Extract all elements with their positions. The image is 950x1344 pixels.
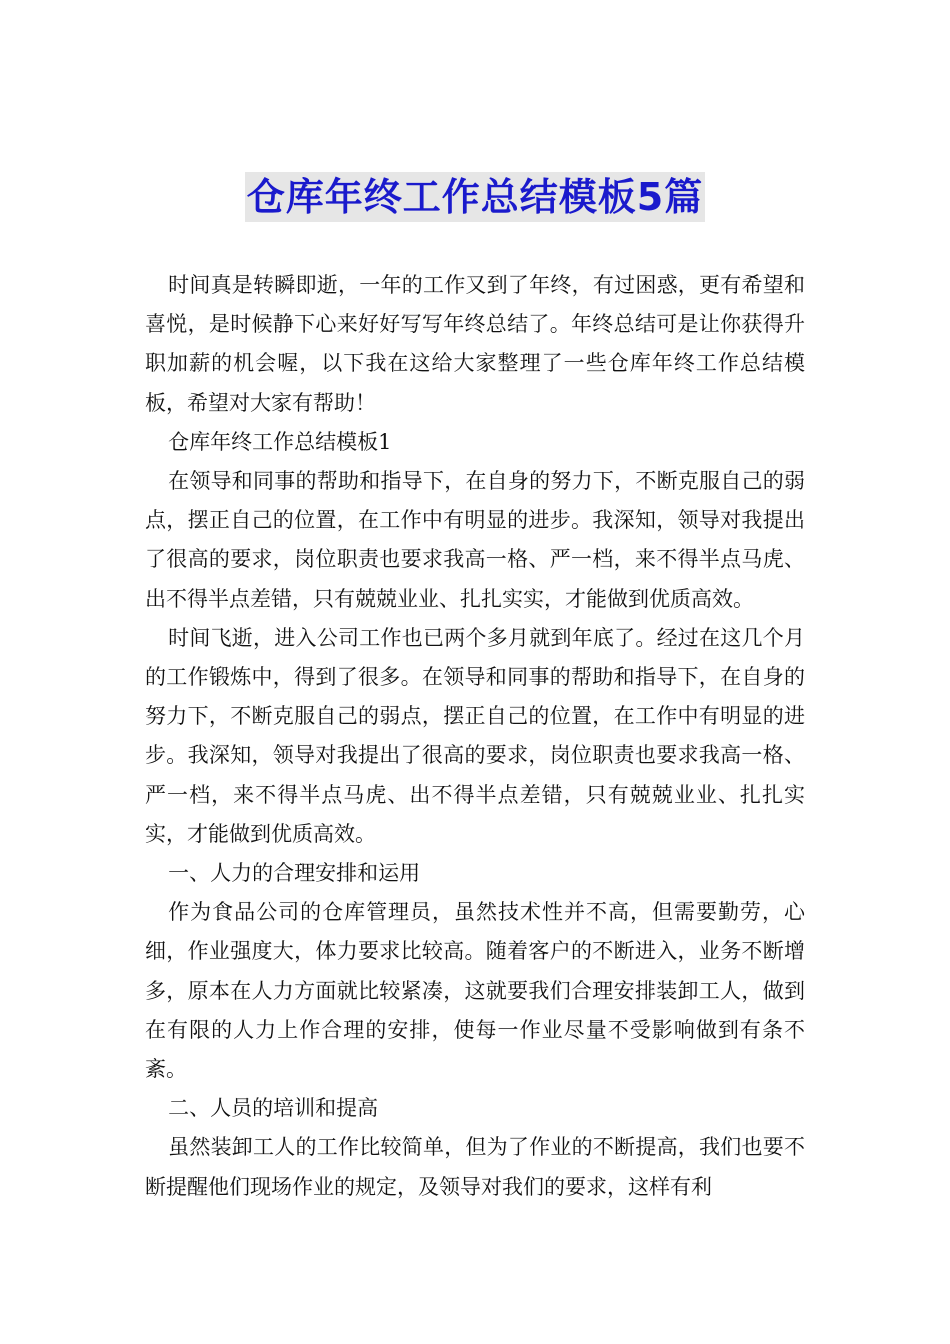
- title-container: [0, 172, 950, 222]
- paragraph-1: 在领导和同事的帮助和指导下，在自身的努力下，不断克服自己的弱点，摆正自己的位置，在工作中有明显的进步。我深知，领导对我提出了很高的要求，岗位职责也要求我高一格、严一档，来不得半点马虎、出不得半点差错，只有兢兢业业、扎扎实实，才能做到优质高效。: [145, 469, 805, 611]
- section-heading-template-1: 仓库年终工作总结模板1: [168, 429, 392, 454]
- document-title: 仓库年终工作总结模板5篇: [245, 172, 705, 222]
- intro-paragraph: 时间真是转瞬即逝，一年的工作又到了年终，有过困惑，更有希望和喜悦，是时候静下心来好好写写年终总结了。年终总结可是让你获得升职加薪的机会喔，以下我在这给大家整理了一些仓库年终工作总结模板，希望对大家有帮助！: [145, 273, 805, 415]
- paragraph-3: 作为食品公司的仓库管理员，虽然技术性并不高，但需要勤劳，心细，作业强度大，体力要求比较高。随着客户的不断进入，业务不断增多，原本在人力方面就比较紧凑，这就要我们合理安排装卸工人，做到在有限的人力上作合理的安排，使每一作业尽量不受影响做到有条不紊。: [145, 900, 805, 1082]
- document-body: [145, 266, 805, 1207]
- paragraph-2: 时间飞逝，进入公司工作也已两个多月就到年底了。经过在这几个月的工作锻炼中，得到了很多。在领导和同事的帮助和指导下，在自身的努力下，不断克服自己的弱点，摆正自己的位置，在工作中有明显的进步。我深知，领导对我提出了很高的要求，岗位职责也要求我高一格、严一档，来不得半点马虎、出不得半点差错，只有兢兢业业、扎扎实实，才能做到优质高效。: [145, 625, 805, 846]
- paragraph-4: 虽然装卸工人的工作比较简单，但为了作业的不断提高，我们也要不断提醒他们现场作业的规定，及领导对我们的要求，这样有利: [145, 1135, 805, 1199]
- heading-manpower: 一、人力的合理安排和运用: [168, 861, 421, 886]
- heading-training: 二、人员的培训和提高: [168, 1096, 379, 1121]
